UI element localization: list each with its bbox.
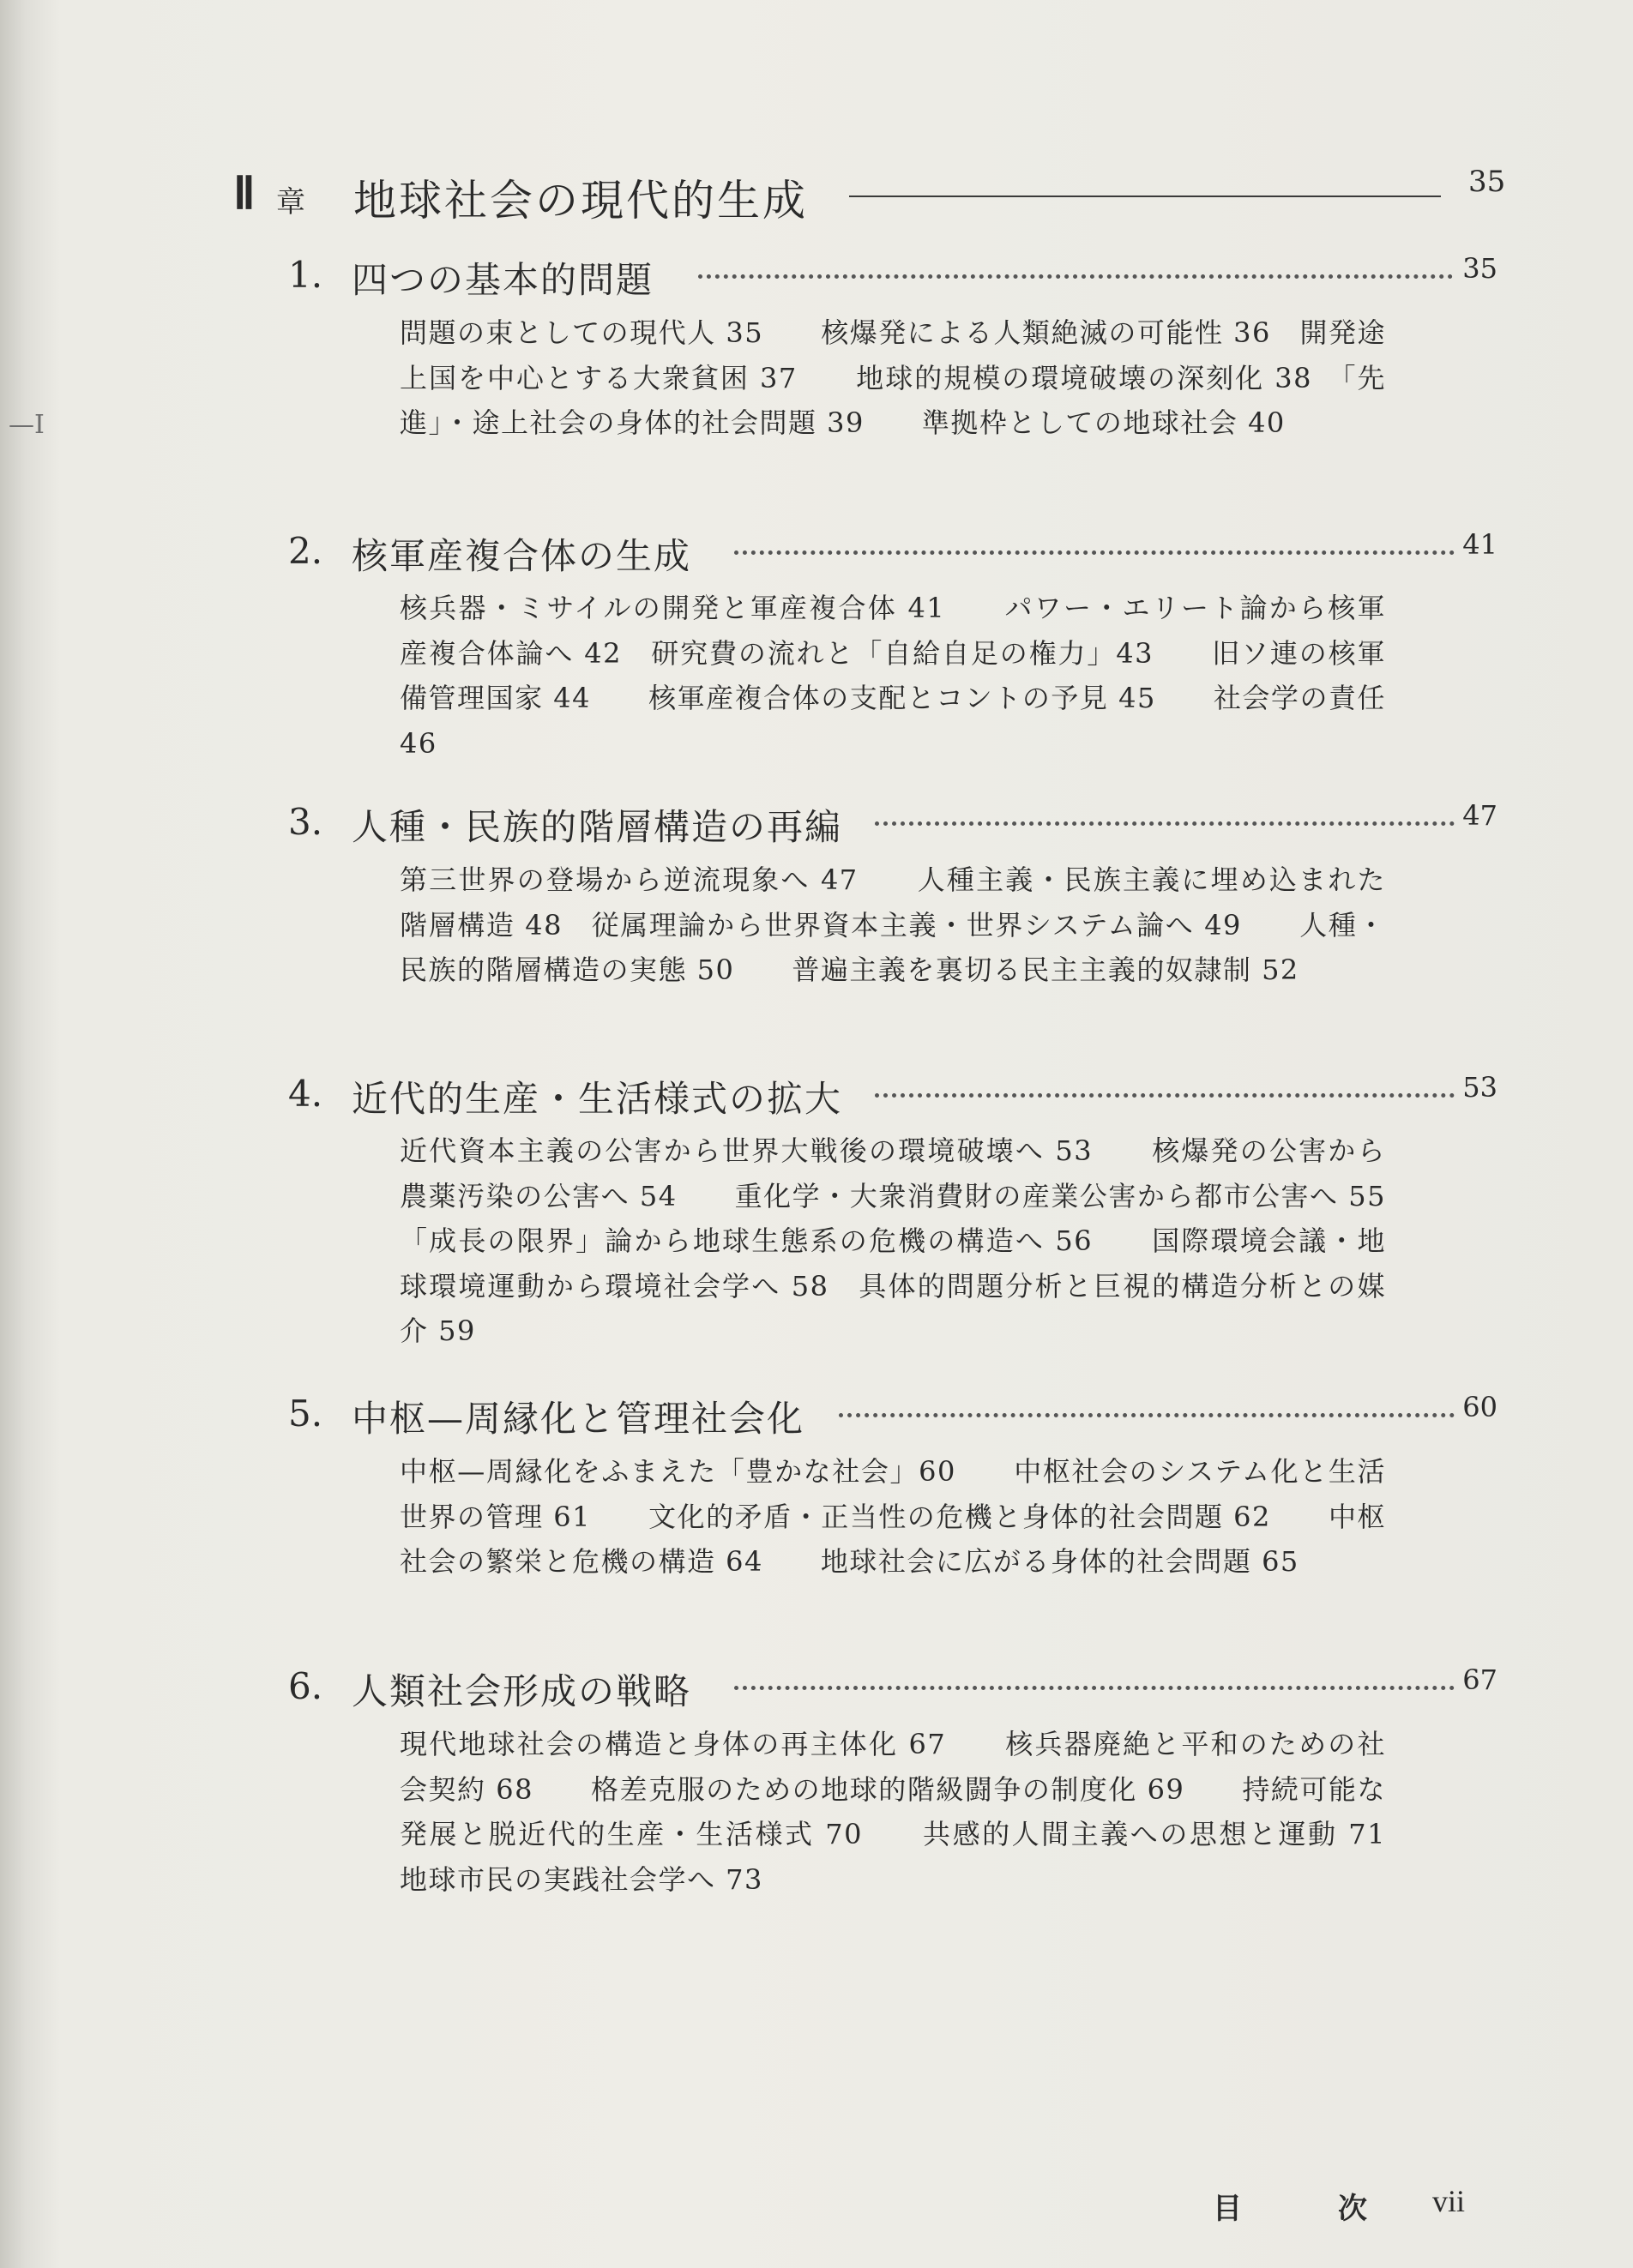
section-title: 核軍産複合体の生成 bbox=[352, 535, 692, 577]
section-number: 6. bbox=[288, 1665, 323, 1707]
section-number: 5. bbox=[288, 1393, 323, 1435]
dot-leader bbox=[734, 550, 1455, 555]
section-heading-4 bbox=[288, 1068, 1497, 1124]
chapter-title: 地球社会の現代的生成 bbox=[353, 176, 808, 226]
chapter-word: 章 bbox=[276, 185, 305, 220]
section-description-5: 中枢—周縁化をふまえた「豊かな社会」60 中枢社会のシステム化と生活世界の管理 61 文化的矛盾・正当性の危機と身体的社会問題 62 中枢社会の繁栄と危機の構造 64 地球社会に広がる身体的社会問題 65 bbox=[400, 1455, 1386, 1578]
section-number: 2. bbox=[288, 530, 323, 572]
dot-leader bbox=[875, 821, 1455, 826]
section-description-1: 問題の束としての現代人 35 核爆発による人類絶滅の可能性 36 開発途上国を中心とする大衆貧困 37 地球的規模の環境破壊の深刻化 38 「先進」・途上社会の身体的社会問題 39 準拠枠としての地球社会 40 bbox=[400, 316, 1386, 439]
dot-leader bbox=[698, 274, 1453, 279]
chapter-number: Ⅱ bbox=[233, 170, 257, 219]
chapter-leader-line bbox=[849, 196, 1441, 197]
section-number: 3. bbox=[288, 801, 323, 843]
dot-leader bbox=[875, 1093, 1455, 1098]
section-number: 1. bbox=[288, 254, 323, 296]
section-page-number: 41 bbox=[1462, 528, 1497, 561]
section-title: 中枢—周縁化と管理社会化 bbox=[352, 1398, 805, 1440]
margin-mark: —I bbox=[9, 410, 45, 440]
section-page-number: 53 bbox=[1462, 1071, 1497, 1104]
section-heading-6 bbox=[288, 1660, 1497, 1717]
dot-leader bbox=[734, 1686, 1455, 1690]
section-heading-5 bbox=[288, 1387, 1497, 1444]
section-heading-3 bbox=[288, 796, 1497, 852]
section-heading-2 bbox=[288, 525, 1497, 581]
footer-label-mokuji-1: 目 bbox=[1213, 2192, 1242, 2226]
footer-label-mokuji-2: 次 bbox=[1338, 2192, 1367, 2226]
section-title: 四つの基本的問題 bbox=[352, 259, 654, 301]
section-number: 4. bbox=[288, 1073, 323, 1115]
chapter-heading bbox=[233, 154, 1506, 232]
section-page-number: 67 bbox=[1462, 1663, 1497, 1696]
section-title: 人類社会形成の戦略 bbox=[352, 1670, 692, 1712]
section-description-6: 現代地球社会の構造と身体の再主体化 67 核兵器廃絶と平和のための社会契約 68 格差克服のための地球的階級闘争の制度化 69 持続可能な発展と脱近代的生産・生活様式 70 共感的人間主義への思想と運動 71 地球市民の実践社会学へ 73 bbox=[400, 1728, 1444, 1896]
section-page-number: 60 bbox=[1462, 1391, 1497, 1423]
section-description-2: 核兵器・ミサイルの開発と軍産複合体 41 パワー・エリート論から核軍産複合体論へ 42 研究費の流れと「自給自足の権力」43 旧ソ連の核軍備管理国家 44 核軍産複合体の支配とコントの予見 45 社会学の責任 46 bbox=[400, 592, 1386, 760]
footer-page-number: vii bbox=[1432, 2184, 1466, 2218]
chapter-page-number: 35 bbox=[1468, 165, 1506, 199]
section-page-number: 35 bbox=[1462, 252, 1497, 285]
section-heading-1 bbox=[288, 249, 1497, 305]
section-title: 人種・民族的階層構造の再編 bbox=[352, 806, 843, 848]
dot-leader bbox=[839, 1413, 1455, 1417]
section-description-3: 第三世界の登場から逆流現象へ 47 人種主義・民族主義に埋め込まれた階層構造 48 従属理論から世界資本主義・世界システム論へ 49 人種・民族的階層構造の実態 50 普遍主義を裏切る民主主義的奴隷制 52 bbox=[400, 863, 1386, 986]
section-page-number: 47 bbox=[1462, 799, 1497, 832]
section-description-4: 近代資本主義の公害から世界大戦後の環境破壊へ 53 核爆発の公害から農薬汚染の公害へ 54 重化学・大衆消費財の産業公害から都市公害へ 55 「成長の限界」論から地球生態系の危機の構造へ 56 国際環境会議・地球環境運動から環境社会学へ 58 具体的問題分析と巨視的構造分析との媒介 59 bbox=[400, 1134, 1415, 1347]
section-title: 近代的生産・生活様式の拡大 bbox=[352, 1078, 843, 1120]
